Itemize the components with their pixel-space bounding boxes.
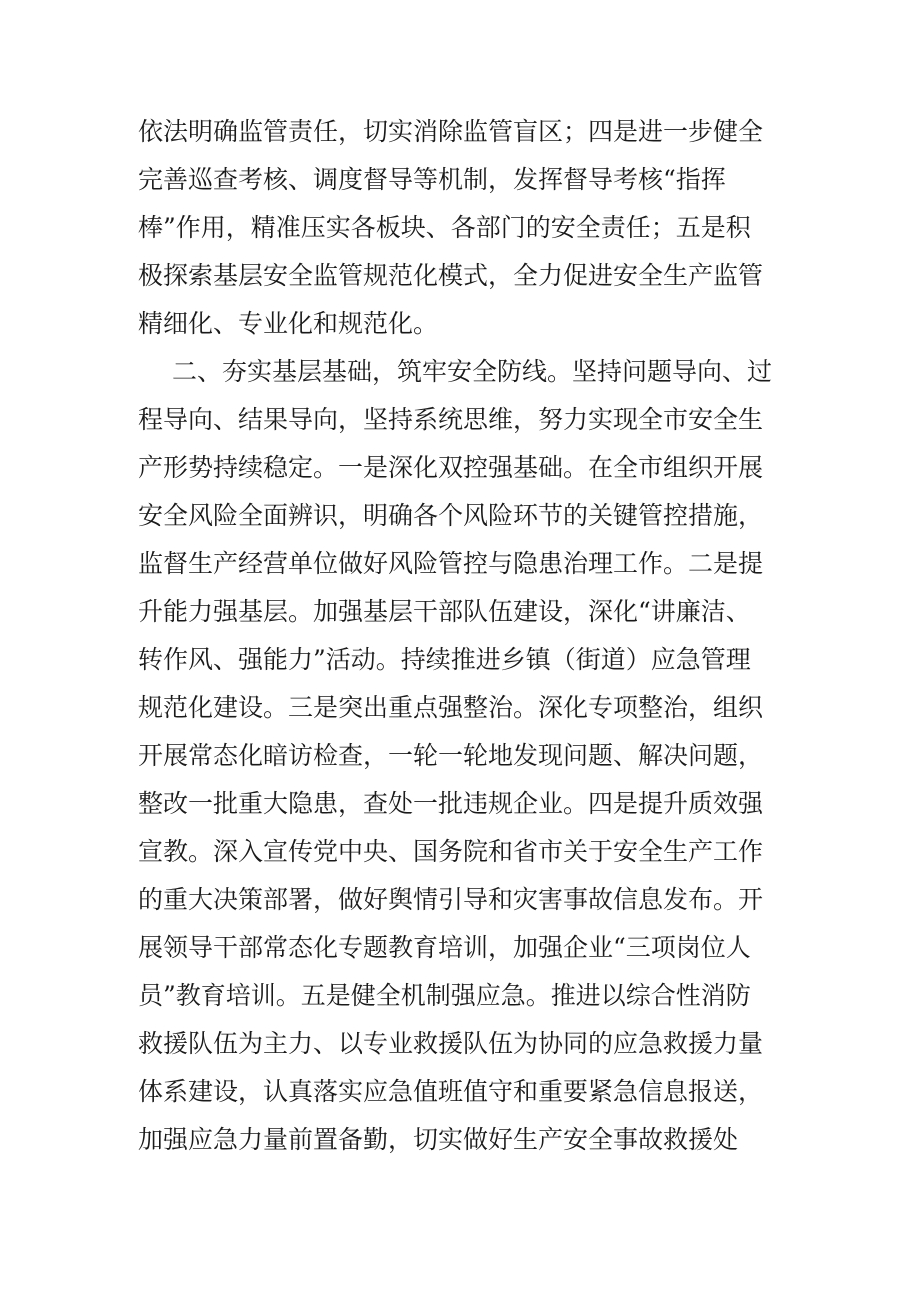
text-line: 监督生产经营单位做好风险管控与隐患治理工作。二是提: [138, 549, 764, 578]
text-line: 员”教育培训。五是健全机制强应急。推进以综合性消防: [138, 981, 751, 1010]
text-line: 转作风、强能力”活动。持续推进乡镇（街道）应急管理: [138, 645, 751, 674]
text-line: 展领导干部常态化专题教育培训，加强企业“三项岗位人: [138, 933, 751, 962]
text-line: 精细化、专业化和规范化。: [138, 309, 439, 338]
text-line: 宣教。深入宣传党中央、国务院和省市关于安全生产工作: [138, 837, 764, 866]
text-line: 开展常态化暗访检查，一轮一轮地发现问题、解决问题，: [138, 741, 764, 770]
text-line: 依法明确监管责任，切实消除监管盲区；四是进一步健全: [138, 117, 764, 146]
text-line: 产形势持续稳定。一是深化双控强基础。在全市组织开展: [138, 453, 764, 482]
text-line: 安全风险全面辨识，明确各个风险环节的关键管控措施，: [138, 501, 764, 530]
text-line: 救援队伍为主力、以专业救援队伍为协同的应急救援力量: [138, 1029, 764, 1058]
text-line: 体系建设，认真落实应急值班值守和重要紧急信息报送，: [138, 1077, 764, 1106]
text-line: 棒”作用，精准压实各板块、各部门的安全责任；五是积: [138, 213, 751, 242]
text-line: 规范化建设。三是突出重点强整治。深化专项整治，组织: [138, 693, 764, 722]
text-line: 程导向、结果导向，坚持系统思维，努力实现全市安全生: [138, 405, 764, 434]
body-text: [138, 108, 798, 1164]
text-line: 极探索基层安全监管规范化模式，全力促进安全生产监管: [138, 261, 764, 290]
section-heading-line: 二、夯实基层基础，筑牢安全防线。坚持问题导向、过: [172, 357, 773, 386]
text-line: 升能力强基层。加强基层干部队伍建设，深化“讲廉洁、: [138, 597, 751, 626]
text-line: 整改一批重大隐患，查处一批违规企业。四是提升质效强: [138, 789, 764, 818]
text-line: 的重大决策部署，做好舆情引导和灾害事故信息发布。开: [138, 885, 764, 914]
text-line: 完善巡查考核、调度督导等机制，发挥督导考核“指挥: [138, 165, 726, 194]
text-line: 加强应急力量前置备勤，切实做好生产安全事故救援处: [138, 1125, 739, 1154]
